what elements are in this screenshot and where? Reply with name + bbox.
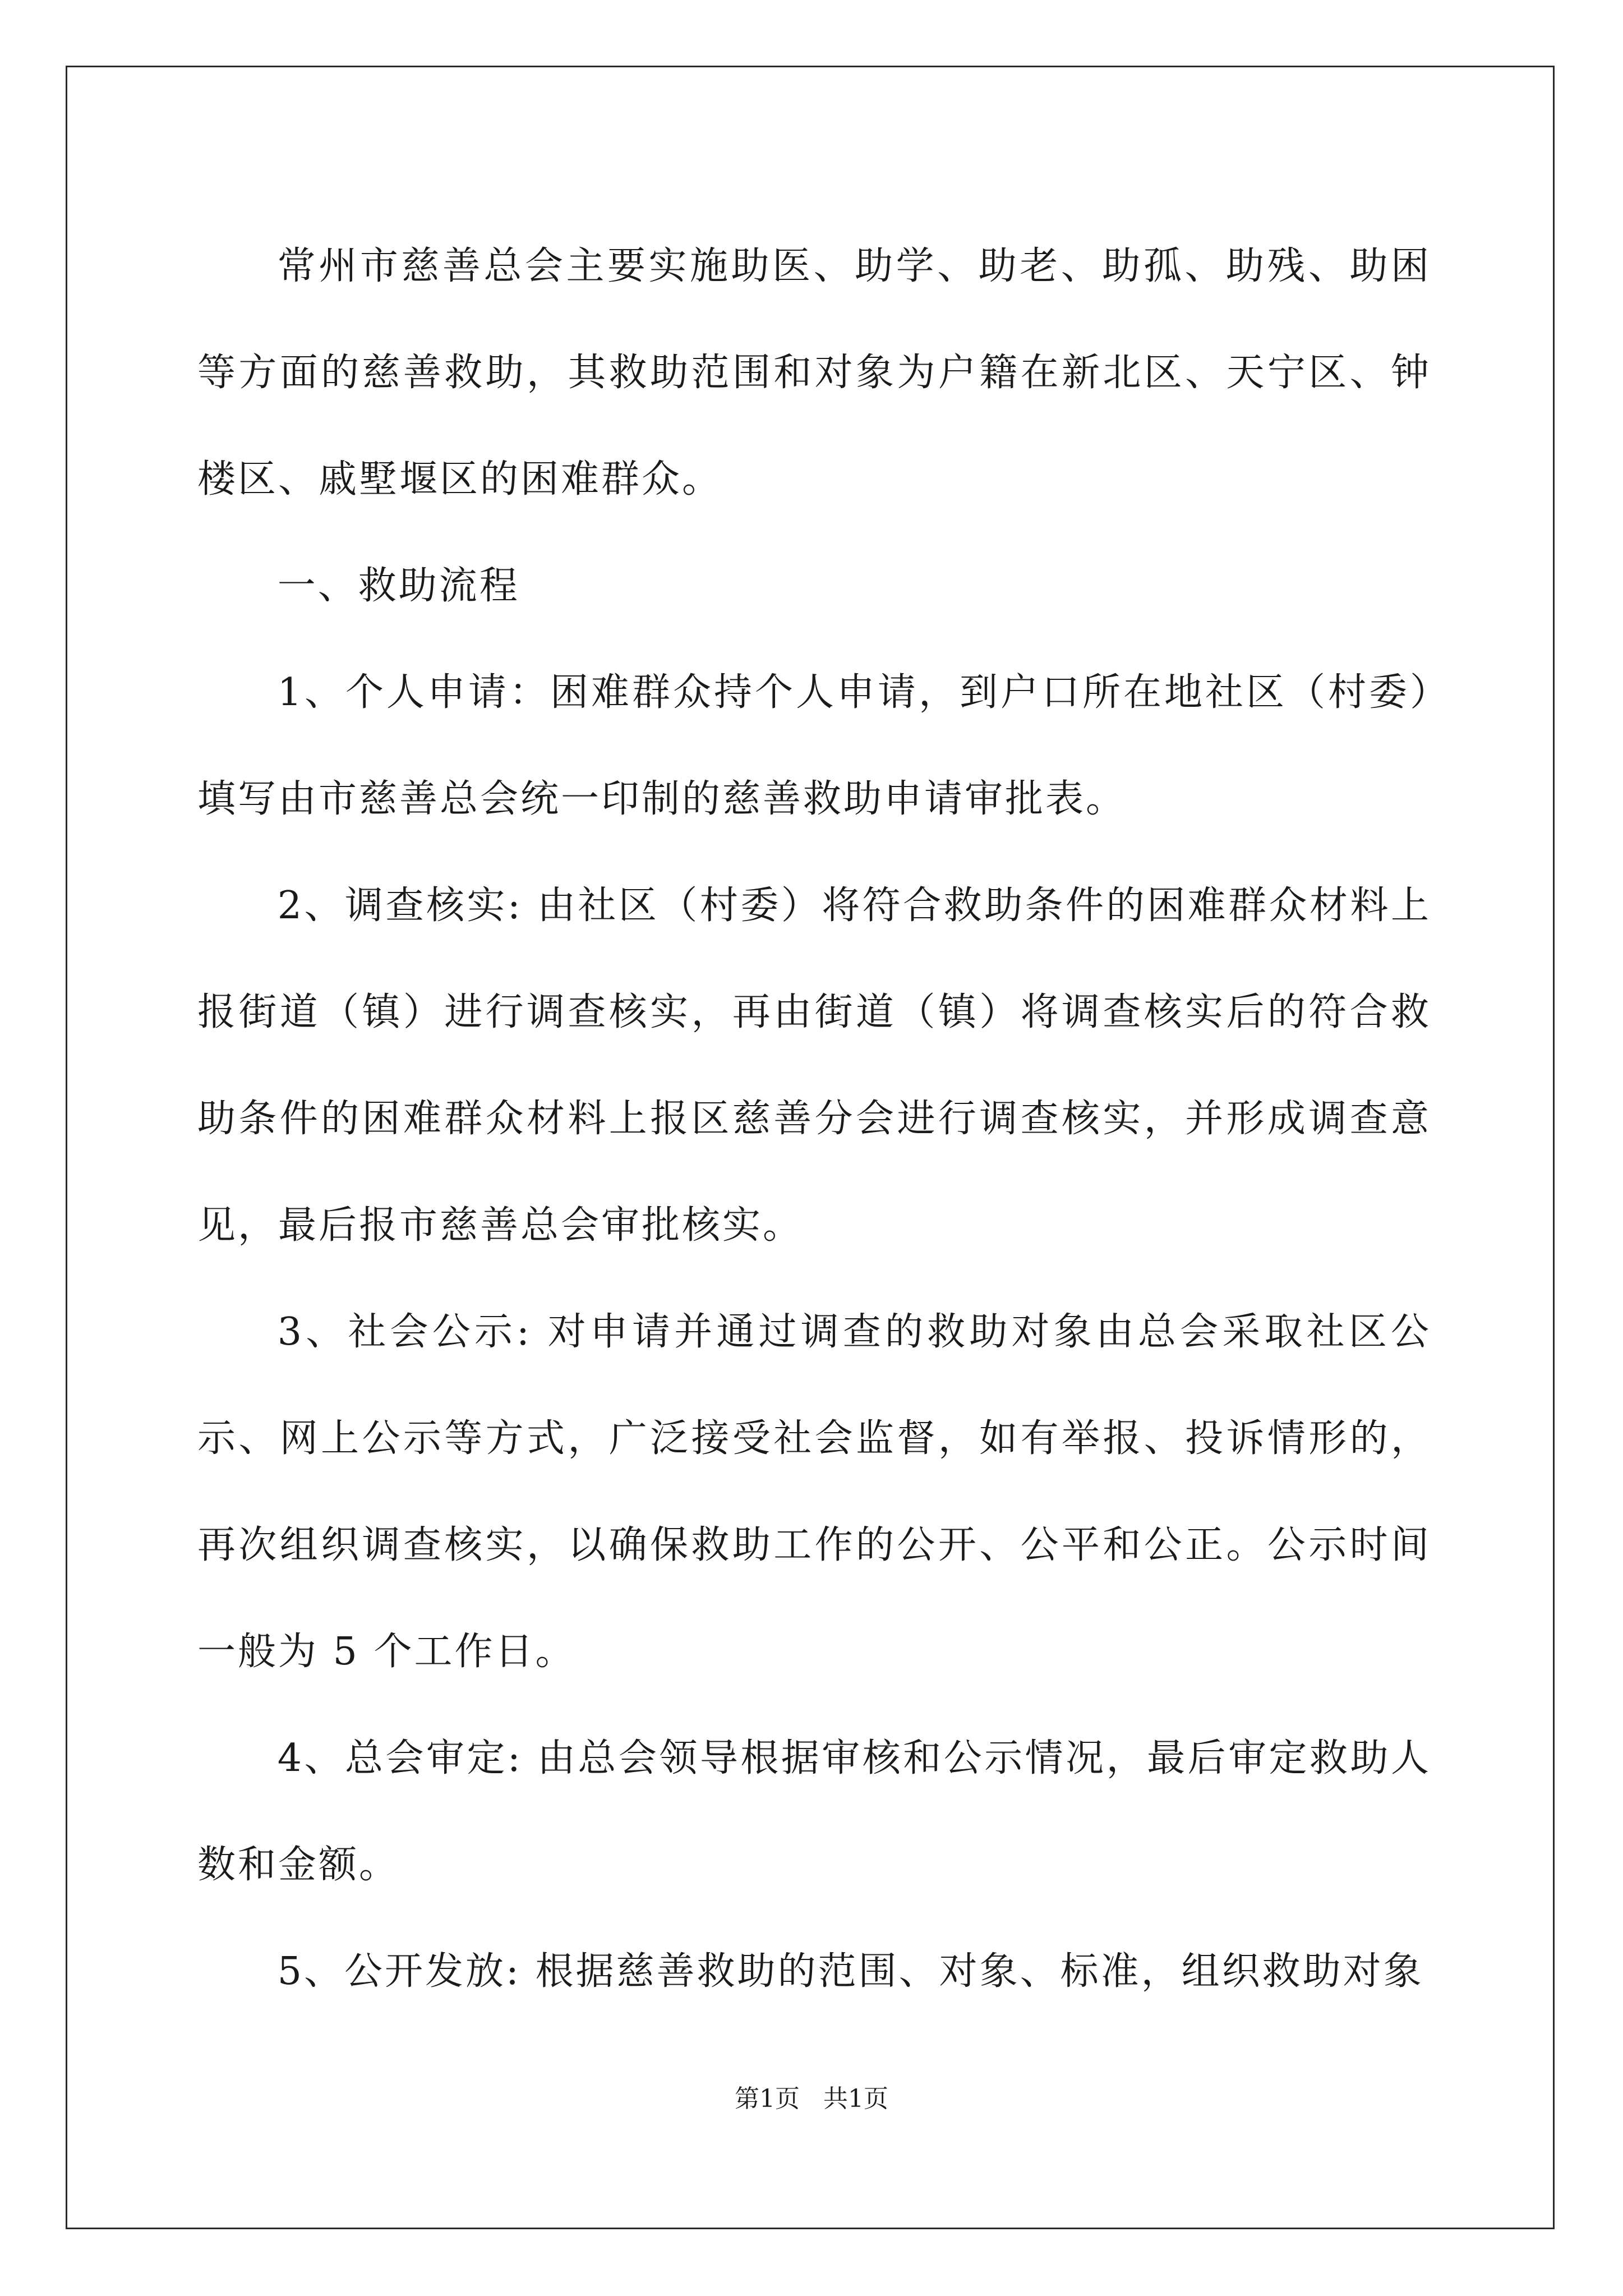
paragraph-step-4-approval: 4、总会审定: 由总会领导根据审核和公示情况，最后审定救助人数和金额。	[197, 1736, 1431, 1887]
document-body	[197, 213, 1431, 2025]
paragraph-step-2-investigation: 2、调查核实: 由社区（村委）将符合救助条件的困难群众材料上报街道（镇）进行调查核实，再由街道（镇）将调查核实后的符合救助条件的困难群众材料上报区慈善分会进行调查核实，并形成调查意见，最后报市慈善总会审批核实。	[197, 884, 1431, 1248]
paragraph-step-1-application: 1、个人申请：困难群众持个人申请，到户口所在地社区（村委）填写由市慈善总会统一印制的慈善救助申请审批表。	[197, 670, 1431, 821]
paragraph-intro: 常州市慈善总会主要实施助医、助学、助老、助孤、助残、助困等方面的慈善救助，其救助范围和对象为户籍在新北区、天宁区、钟楼区、戚墅堰区的困难群众。	[197, 244, 1431, 501]
paragraph-step-5-distribution: 5、公开发放: 根据慈善救助的范围、对象、标准，组织救助对象	[277, 1949, 1424, 1994]
section-heading-assistance-process: 一、救助流程	[277, 564, 520, 608]
paragraph-step-3-publicity: 3、社会公示: 对申请并通过调查的救助对象由总会采取社区公示、网上公示等方式，广泛接受社会监督，如有举报、投诉情形的，再次组织调查核实，以确保救助工作的公开、公平和公正。公示时间一般为 5 个工作日。	[197, 1310, 1431, 1674]
page-number-footer: 第1页 共1页	[735, 2085, 888, 2113]
